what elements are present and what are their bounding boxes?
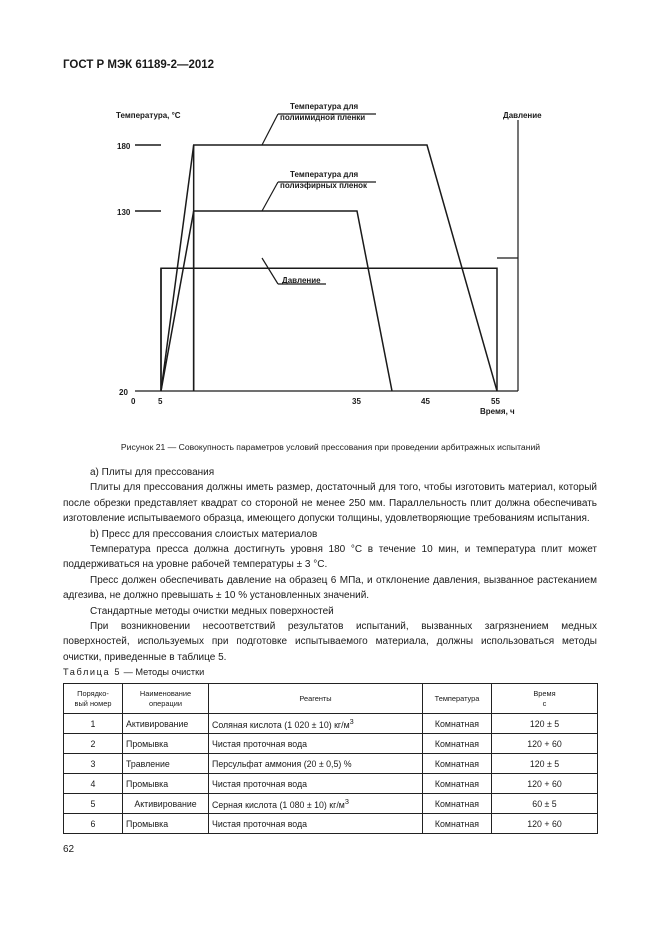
series-line — [161, 211, 392, 391]
figure-caption: Рисунок 21 — Совокупность параметров условий прессования при проведении арбитражных испытаний — [120, 442, 541, 452]
cell-time: 120 + 60 — [492, 734, 598, 754]
table-row — [64, 774, 598, 794]
cell-time: 60 ± 5 — [492, 794, 598, 814]
header-temperature: Температура — [423, 684, 492, 714]
cleaning-methods-table — [63, 683, 598, 834]
paragraph: Стандартные методы очистки медных поверхностей — [90, 605, 334, 617]
leader-polyimide — [262, 114, 278, 145]
table-row — [64, 734, 598, 754]
body-text — [63, 465, 597, 665]
cell-temperature: Комнатная — [423, 754, 492, 774]
leader-pressure — [262, 258, 278, 284]
x-tick-label: 35 — [352, 397, 361, 406]
cell-number: 1 — [64, 714, 123, 734]
paragraph: Пресс должен обеспечивать давление на образец 6 МПа, и отклонение давления, вызванное растеканием адгезива, не должно превышать ± 10 % установленных значений. — [63, 574, 597, 602]
x-tick-label: 45 — [421, 397, 430, 406]
page-number: 62 — [63, 844, 75, 855]
cell-temperature: Комнатная — [423, 774, 492, 794]
cell-time: 120 ± 5 — [492, 714, 598, 734]
paragraph: Температура пресса должна достигнуть уровня 180 °С в течение 10 мин, и температура плит может поддерживаться на уровне рабочей температуры ± 3 °С. — [63, 544, 597, 571]
table-row — [64, 754, 598, 774]
cell-operation: Промывка — [123, 734, 209, 754]
cell-temperature: Комнатная — [423, 814, 492, 834]
header-time: Время с — [492, 684, 598, 714]
paragraph: а) Плиты для прессования — [90, 467, 215, 478]
cell-reagent: Чистая проточная вода — [209, 774, 423, 794]
cell-number: 4 — [64, 774, 123, 794]
table-row — [64, 814, 598, 834]
x-axis-label: Время, ч — [480, 407, 515, 416]
cell-temperature: Комнатная — [423, 714, 492, 734]
cell-reagent: Серная кислота (1 080 ± 10) $кг/м^3$ — [209, 794, 423, 814]
y-axis-label: Температура, °С — [116, 111, 181, 120]
cell-time: 120 + 60 — [492, 774, 598, 794]
leader-polyester — [262, 182, 278, 211]
right-axis-label: Давление — [503, 111, 542, 120]
cell-time: 120 ± 5 — [492, 754, 598, 774]
cell-reagent: Чистая проточная вода — [209, 814, 423, 834]
cell-operation: Травление — [123, 754, 209, 774]
cell-number: 2 — [64, 734, 123, 754]
table-header-row — [64, 684, 598, 714]
paragraph: Плиты для прессования должны иметь размер, достаточный для того, чтобы изготовить материал, который после обрезки представляет квадрат со стороной не менее 250 мм. Параллельность плит должна обеспечивать изготовление испытываемого образца, имеющего допуски толщины, удовлетворяющие требованиям испытания. — [63, 482, 597, 525]
x-tick-label: 0 — [131, 397, 136, 406]
annotation-polyester-line2: полиэфирных пленок — [280, 181, 368, 190]
cell-number: 5 — [64, 794, 123, 814]
table-caption-title: — Методы очистки — [121, 667, 205, 677]
paragraph: При возникновении несоответствий результатов испытаний, вызванных загрязнением медных поверхностей, используемых при подготовке испытываемого материала, должны использоваться методы очистки, приведенные в таблице 5. — [63, 621, 597, 663]
annotation-polyimide-line2: полиимидной пленки — [280, 113, 366, 122]
x-tick-label: 5 — [158, 397, 163, 406]
cell-operation: Активирование — [123, 714, 209, 734]
header-reagents: Реагенты — [209, 684, 423, 714]
cell-temperature: Комнатная — [423, 734, 492, 754]
cell-operation: Промывка — [123, 774, 209, 794]
table-caption — [63, 667, 204, 677]
annotation-polyimide-line1: Температура для — [290, 102, 359, 111]
y-tick-label: 130 — [117, 208, 131, 217]
paragraph: b) Пресс для прессования слоистых материалов — [90, 528, 318, 540]
cell-operation: Промывка — [123, 814, 209, 834]
pressing-conditions-chart — [0, 0, 661, 430]
table-row — [64, 794, 598, 814]
table-row — [64, 714, 598, 734]
cell-temperature: Комнатная — [423, 794, 492, 814]
cell-time: 120 + 60 — [492, 814, 598, 834]
annotation-polyester-line1: Температура для — [290, 170, 359, 179]
cell-reagent: Персульфат аммония (20 ± 0,5) % — [209, 754, 423, 774]
cell-number: 3 — [64, 754, 123, 774]
annotation-pressure: Давление — [282, 276, 321, 285]
y-tick-label: 20 — [119, 388, 128, 397]
series-line — [161, 268, 497, 391]
y-tick-label: 180 — [117, 142, 131, 151]
x-tick-label: 55 — [491, 397, 500, 406]
cell-reagent: Соляная кислота (1 020 ± 10) $кг/м^3$ — [209, 714, 423, 734]
page-header: ГОСТ Р МЭК 61189-2—2012 — [63, 59, 215, 71]
cell-reagent: Чистая проточная вода — [209, 734, 423, 754]
cell-operation: Активирование — [123, 794, 209, 814]
table-caption-label: Таблица 5 — [63, 667, 122, 677]
header-operation: Наименование операции — [123, 684, 209, 714]
cell-number: 6 — [64, 814, 123, 834]
header-number: Порядко- вый номер — [64, 684, 123, 714]
